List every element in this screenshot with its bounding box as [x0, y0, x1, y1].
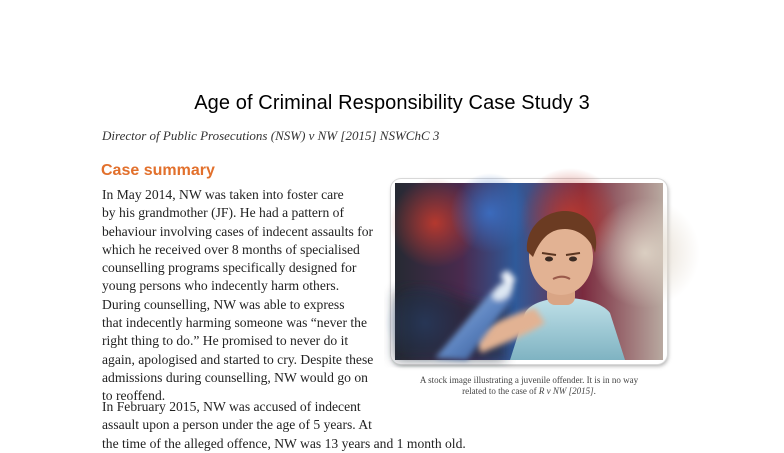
paragraph-line: In February 2015, NW was accused of indecent: [102, 399, 361, 414]
paragraph-line: admissions during counselling, NW would go on: [102, 369, 368, 385]
paragraph-line: In May 2014, NW was taken into foster care: [102, 187, 344, 202]
paragraph-line: During counselling, NW was able to express: [102, 296, 345, 312]
case-citation: Director of Public Prosecutions (NSW) v NW [2015] NSWChC 3: [102, 128, 440, 143]
paragraph-line: again, apologised and started to cry. Despite these: [102, 351, 374, 367]
page-title: Age of Criminal Responsibility Case Study 3: [194, 92, 590, 114]
paragraph-line: the time of the alleged offence, NW was 13 years and 1 month old.: [102, 435, 466, 451]
paragraph-line: counselling programs specifically designed for: [102, 260, 357, 276]
paragraph-line: that indecently harming someone was “never the: [102, 315, 367, 331]
caption-line-2-prefix: related to the case of: [462, 386, 539, 396]
caption-line-1: A stock image illustrating a juvenile offender. It is in no way: [419, 375, 639, 385]
paragraph-line: which he received over 8 months of specialised: [102, 241, 360, 257]
case-summary-paragraph-1: [102, 186, 402, 406]
case-summary-heading: Case summary: [101, 162, 215, 179]
photo-illustration: [395, 183, 663, 360]
paragraph-line: young persons who indecently harm others.: [102, 278, 340, 294]
paragraph-line: behaviour involving cases of indecent assaults for: [102, 223, 374, 239]
photo-frame: [391, 179, 667, 364]
paragraph-line: right thing to do.” He promised to never do it: [102, 333, 349, 349]
paragraph-line: by his grandmother (JF). He had a pattern of: [102, 205, 344, 221]
boy-with-spray-can-photo: [395, 183, 663, 360]
paragraph-line: to reoffend.: [102, 388, 166, 404]
caption-case-name: R v NW [2015]: [538, 386, 594, 396]
photo-caption: [391, 375, 667, 397]
caption-line-2-suffix: .: [593, 386, 596, 396]
case-summary-paragraph-2: [102, 398, 466, 453]
paragraph-line: assault upon a person under the age of 5 years. At: [102, 417, 372, 433]
